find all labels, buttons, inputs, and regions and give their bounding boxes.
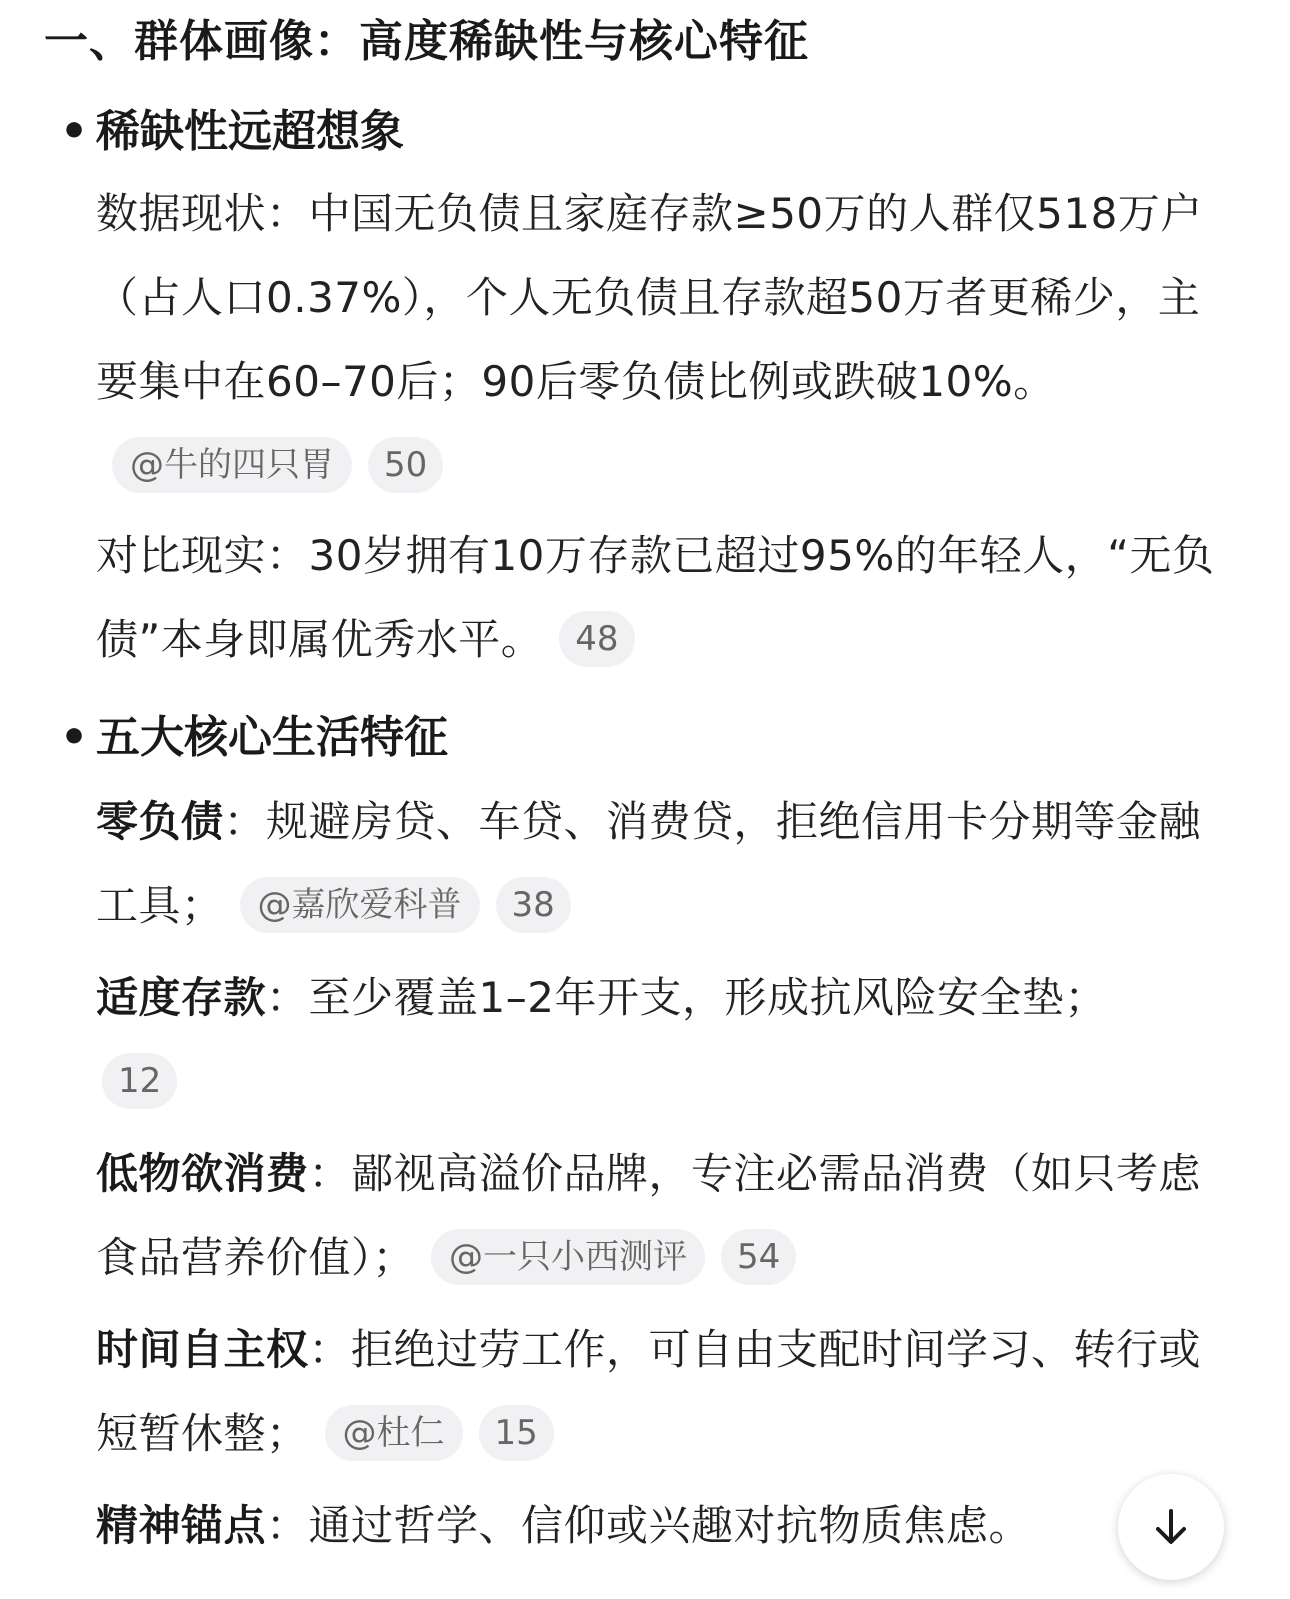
bullet-dot: • xyxy=(60,106,89,157)
reference-count-chip[interactable]: 12 xyxy=(102,1053,177,1109)
feature-item-low-desire xyxy=(96,1132,1236,1300)
paragraph-data-status xyxy=(96,172,1236,508)
scroll-to-bottom-button[interactable] xyxy=(1118,1474,1224,1580)
source-chip[interactable]: @嘉欣爱科普 xyxy=(240,877,480,933)
feature-text: ：通过哲学、信仰或兴趣对抗物质焦虑。 xyxy=(266,1501,1032,1550)
arrow-down-icon xyxy=(1149,1505,1193,1549)
reference-count-chip[interactable]: 54 xyxy=(721,1229,796,1285)
source-chip[interactable]: @牛的四只胃 xyxy=(112,437,352,493)
source-chip[interactable]: @一只小西测评 xyxy=(431,1229,705,1285)
feature-item-savings xyxy=(96,956,1236,1124)
feature-label: 适度存款 xyxy=(96,973,267,1022)
feature-label: 精神锚点 xyxy=(96,1501,267,1550)
reference-count-chip[interactable]: 50 xyxy=(368,437,443,493)
bullet-dot: • xyxy=(60,712,89,763)
feature-item-time-autonomy xyxy=(96,1308,1236,1476)
feature-item-zero-debt xyxy=(96,780,1236,948)
feature-label: 低物欲消费 xyxy=(96,1149,309,1198)
bullet-title-text: 五大核心生活特征 xyxy=(96,712,448,763)
feature-text: ：至少覆盖1–2年开支，形成抗风险安全垫； xyxy=(266,973,1107,1022)
source-chip[interactable]: @杜仁 xyxy=(325,1405,463,1461)
feature-label: 零负债 xyxy=(96,797,224,846)
bullet-title-scarcity xyxy=(60,104,404,160)
paragraph-text: 对比现实：30岁拥有10万存款已超过95%的年轻人，“无负债”本身即属优秀水平。 xyxy=(96,531,1215,664)
bullet-title-features xyxy=(60,710,448,766)
bullet-title-text: 稀缺性远超想象 xyxy=(96,106,404,157)
feature-text: ：鄙视高溢价品牌，专注必需品消费（如只考虑食品营养价值）； xyxy=(96,1149,1202,1282)
reference-count-chip[interactable]: 48 xyxy=(559,611,634,667)
feature-label: 时间自主权 xyxy=(96,1325,309,1374)
paragraph-comparison xyxy=(96,514,1236,682)
feature-item-spiritual-anchor xyxy=(96,1484,1236,1568)
feature-text: ：拒绝过劳工作，可自由支配时间学习、转行或短暂休整； xyxy=(96,1325,1202,1458)
feature-text: ：规避房贷、车贷、消费贷，拒绝信用卡分期等金融工具； xyxy=(96,797,1202,930)
reference-count-chip[interactable]: 38 xyxy=(496,877,571,933)
reference-count-chip[interactable]: 15 xyxy=(479,1405,554,1461)
paragraph-text: 数据现状：中国无负债且家庭存款≥50万的人群仅518万户（占人口0.37%），个人无负债且存款超50万者更稀少，主要集中在60–70后；90后零负债比例或跌破10%。 xyxy=(96,189,1203,406)
section-heading: 一、群体画像：高度稀缺性与核心特征 xyxy=(44,16,809,67)
